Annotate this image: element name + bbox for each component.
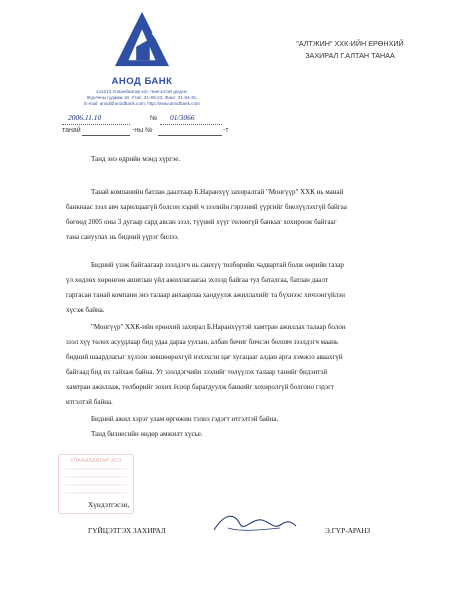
anod-bank-logo xyxy=(113,10,171,68)
of-underline xyxy=(158,135,222,136)
para3-line: "Монгүүр" ХХК-ийн ерөнхий захирал Б.Наранхүүтэй хамтран ажиллах талаар болон xyxy=(91,323,346,331)
greeting: Танд энэ өдрийн мэнд хүргэе. xyxy=(91,155,181,163)
handwritten-signature xyxy=(210,508,300,538)
number-label: № xyxy=(150,115,158,122)
regards: Хүндэтгэсэн, xyxy=(88,500,130,509)
para2-line: үл хөдлөх хөрөнгөө ашиглан үйл ажиллагаагаа эхлээд байгаа тул баталгаа, батлан даалт xyxy=(66,276,329,284)
number-handwritten: 01/3066 xyxy=(170,113,195,122)
date-dotted-line xyxy=(62,124,130,125)
number-dotted-line xyxy=(160,124,222,125)
para3-line: итгэлтэй байна. xyxy=(66,398,113,406)
to-label: танай xyxy=(62,127,81,134)
bank-address-line-1: 211213 Улаанбаатар хот, Чингэлтэй дүүрэг, xyxy=(96,89,188,94)
stamp-text: УЛААНБААТАР ХОТ xyxy=(70,458,122,464)
of-label: -ны № xyxy=(132,127,153,134)
para1-line: бөгөөд 2005 оны 3 дугаар сард авсан зээл, түүний хүүг төлөөгүй банкыг хохироож байгааг xyxy=(66,218,337,226)
bank-contact-line: E-mail: anod@anodbank.com; http://www.anodbank.com xyxy=(84,101,200,106)
para1-line: банкнаас зээл авч харилцаагүй болсон хэдий ч зээлийн гэрээний үүргийг биелүүлэхгүй байгаа xyxy=(66,203,347,211)
date-handwritten: 2006.11.10 xyxy=(68,113,102,122)
suffix-label: -т xyxy=(223,127,229,134)
para3-line: хамтран ажиллаж, төлбөрийг зохих ёсоор барагдуулж банкийг хохиролгүй болгоно гэдэгт xyxy=(66,383,335,391)
para1-line: тана сануулах нь бидний үүрэг билээ. xyxy=(66,233,179,241)
bank-name: АНОД БАНК xyxy=(111,76,173,87)
bank-address-line-2: Жуулчны гудамж 18. Утас: 31-89-22. Факс: 31-54-31. xyxy=(86,95,198,100)
para2-line: Бидний үзэж байгаагаар зээлдэгч нь санхүү төлбөрийн чадвартай болж өөрийн газар xyxy=(91,261,344,269)
signer-name: Э.ГҮР-АРАНЗ xyxy=(325,526,371,535)
para3-line: зээл хүү төлөх асуудлаар бид удаа дараа уулзан, албан бичиг бичсэн боловч зээлдэгч маань xyxy=(66,338,339,346)
para2-line: хүсэж байна. xyxy=(66,306,105,314)
signer-title: ГҮЙЦЭТГЭХ ЗАХИРАЛ xyxy=(88,526,166,535)
para4: Бидний ажил хэрэг улам өргөжин тэлнэ гэдэгт итгэлтэй байна. xyxy=(91,415,279,423)
closing-wish: Танд бизнесийн өндөр амжилт хүсье. xyxy=(91,430,203,438)
para2-line: гаргасан танай компани энэ талаар анхаарлаа хандуулж ажиллахийг та бүхнээс хичээнгүйлэн xyxy=(66,291,345,299)
to-underline xyxy=(82,135,130,136)
para1-line: Танай компанийн батлан даалтаар Б.Наранхүү захиралтай "Монгүүр" ХХК нь манай xyxy=(91,188,344,196)
para3-line: бидний шаардлагыг хүлээн зөвшөөрөхгүй нэхэхсэн цаг хугацааг алдан арга хэмжээ аваахгүй xyxy=(66,353,343,361)
recipient-line-1: "АЛТЖИН" ХХК-ИЙН ЕРӨНХИЙ xyxy=(296,39,404,48)
recipient-line-2: ЗАХИРАЛ Г.АЛТАН ТАНАА xyxy=(305,51,395,60)
para3-line: байгаад бид их гайхаж байна. Уг зээлдэгчийн зээлийг төлүүлэх талаар танийг бидэнтэй xyxy=(66,368,328,376)
